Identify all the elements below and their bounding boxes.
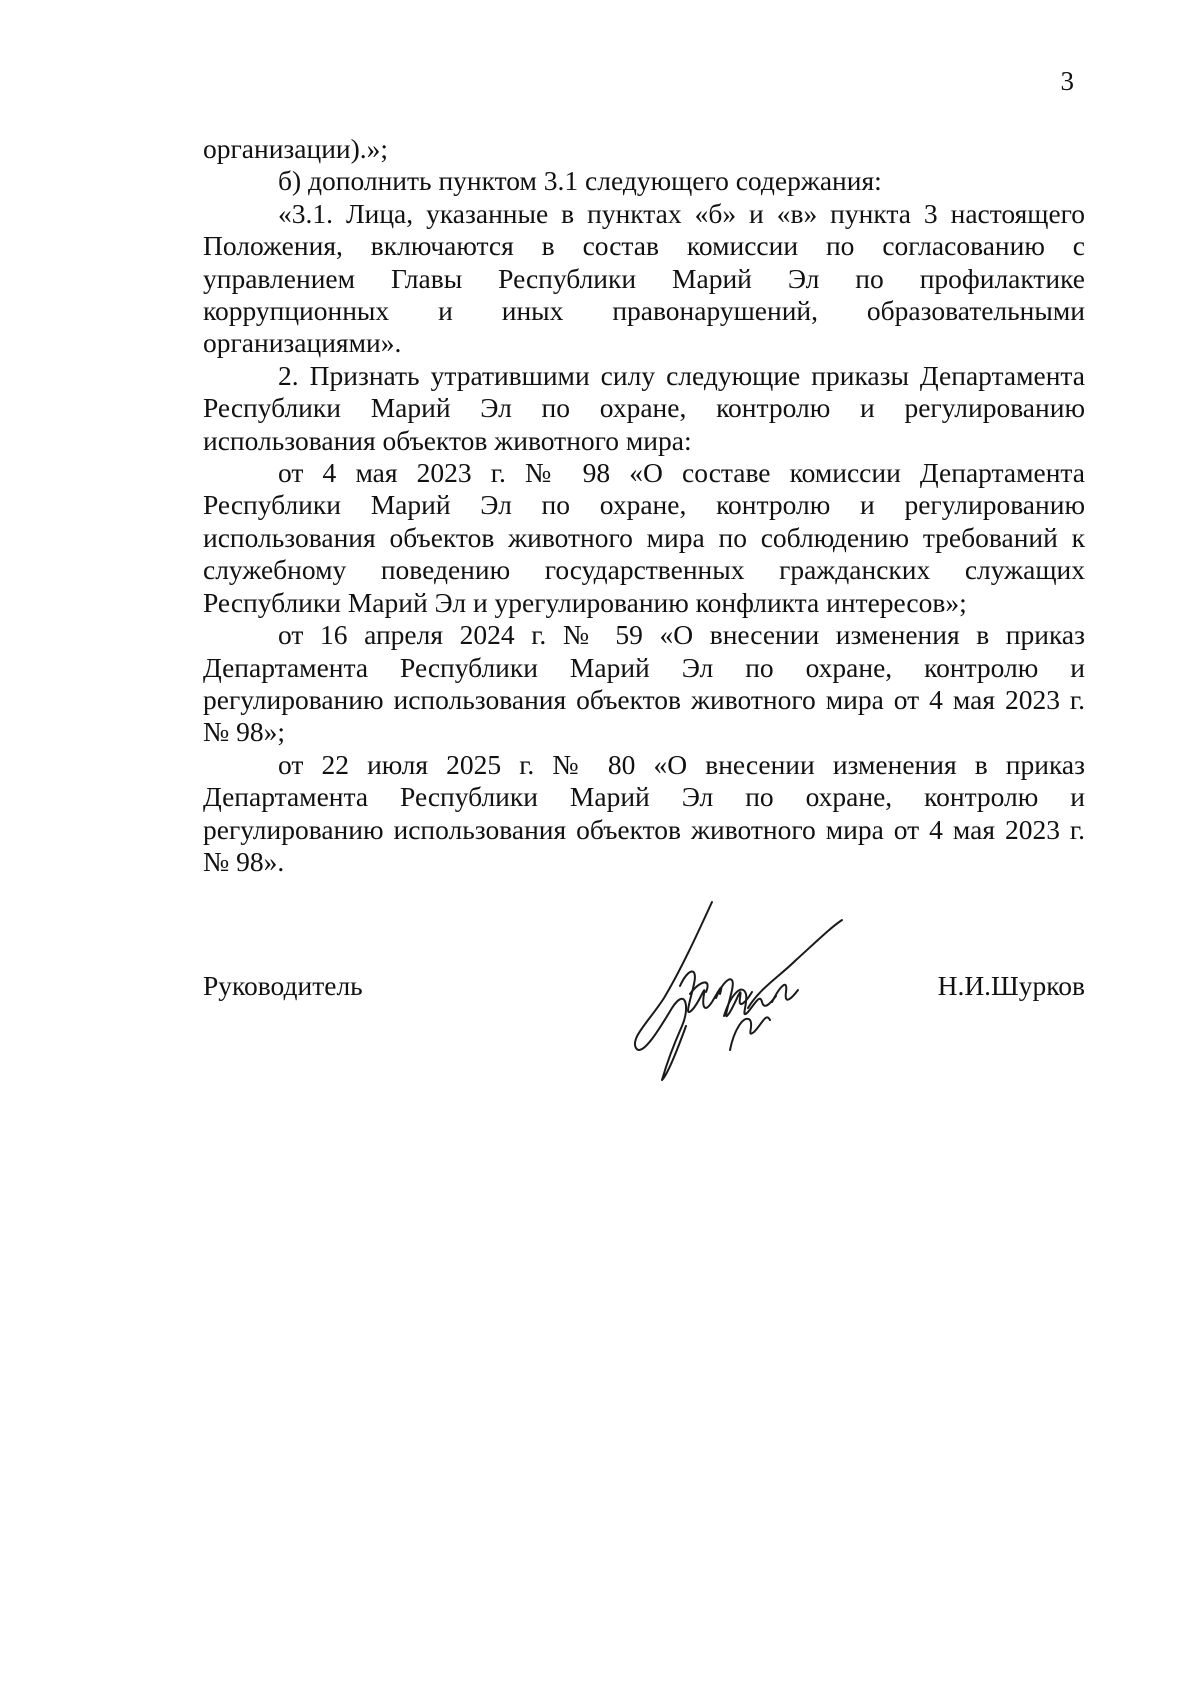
signatory-title: Руководитель	[203, 970, 363, 1001]
paragraph: 2. Признать утратившими силу следующие приказы Департамента Республики Марий Эл по охране, контролю и регулированию использования объектов животного мира:	[203, 359, 1085, 456]
paragraph: от 4 мая 2023 г. № 98 «О составе комиссии Департамента Республики Марий Эл по охране, контролю и регулированию использования объектов животного мира по соблюдению требований к служебному поведению государственных гражданских служащих Республики Марий Эл и урегулированию конфликта интересов»;	[203, 457, 1085, 618]
paragraph: от 16 апреля 2024 г. № 59 «О внесении изменения в приказ Департамента Республики Марий Эл по охране, контролю и регулированию использования объектов животного мира от 4 мая 2023 г. № 98»;	[203, 619, 1085, 748]
document-body	[203, 133, 1085, 878]
paragraph: организации).»;	[203, 133, 389, 164]
page-number: 3	[1060, 66, 1074, 96]
handwritten-signature	[620, 898, 850, 1088]
signatory-name: Н.И.Шурков	[937, 970, 1085, 1001]
paragraph: от 22 июля 2025 г. № 80 «О внесении изменения в приказ Департамента Республики Марий Эл по охране, контролю и регулированию использования объектов животного мира от 4 мая 2023 г. № 98».	[203, 748, 1085, 877]
paragraph: «3.1. Лица, указанные в пунктах «б» и «в» пункта 3 настоящего Положения, включаются в состав комиссии по согласованию с управлением Главы Республики Марий Эл по профилактике коррупционных и иных правонарушений, образовательными организациями».	[203, 197, 1085, 359]
paragraph: б) дополнить пунктом 3.1 следующего содержания:	[278, 165, 882, 197]
